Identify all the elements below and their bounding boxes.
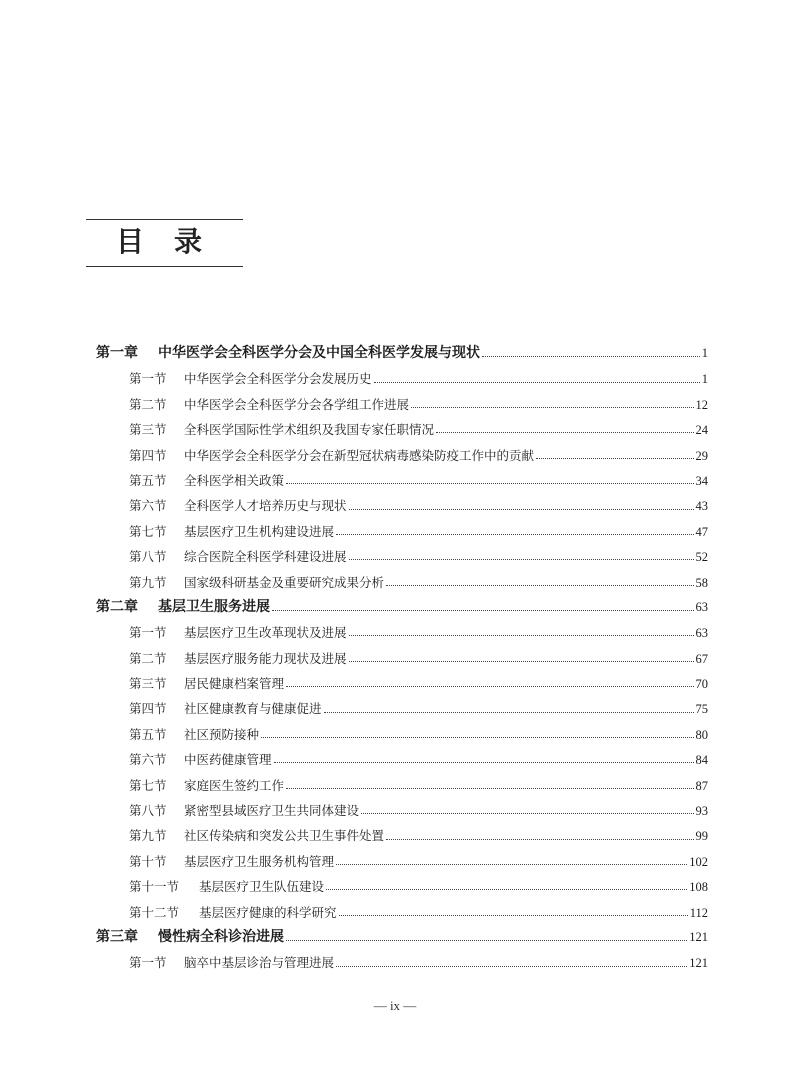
toc-entry-page: 63 — [695, 626, 708, 641]
toc-leader-dots — [411, 407, 693, 408]
toc-leader-dots — [339, 915, 688, 916]
toc-entry-page: 75 — [695, 702, 708, 717]
toc-entry-label: 第八节 — [129, 803, 167, 819]
toc-entry-title: 基层医疗服务能力现状及进展 — [184, 650, 347, 666]
toc-entry-title: 基层卫生服务进展 — [158, 598, 270, 615]
toc-leader-dots — [261, 737, 693, 738]
toc-leader-dots — [349, 559, 694, 560]
toc-leader-dots — [286, 686, 693, 687]
toc-entry-page: 43 — [695, 499, 708, 514]
toc-entry-title: 社区预防接种 — [184, 726, 260, 742]
toc-section-entry[interactable] — [96, 900, 708, 925]
toc-entry-title: 基层医疗卫生服务机构管理 — [184, 853, 335, 869]
toc-section-entry[interactable] — [96, 823, 708, 848]
toc-leader-dots — [349, 661, 694, 662]
title-rule-bottom — [86, 266, 243, 267]
toc-entry-label: 第七节 — [129, 523, 167, 539]
toc-entry-title: 中华医学会全科医学分会发展历史 — [184, 371, 372, 387]
page-title: 目录 — [116, 225, 233, 258]
title-rule-top — [86, 219, 243, 220]
toc-leader-dots — [286, 788, 693, 789]
toc-entry-page: 52 — [695, 550, 708, 565]
toc-section-entry[interactable] — [96, 417, 708, 442]
toc-entry-page: 93 — [695, 804, 708, 819]
toc-section-entry[interactable] — [96, 493, 708, 518]
toc-section-entry[interactable] — [96, 798, 708, 823]
toc-entry-page: 12 — [695, 397, 708, 412]
toc-section-entry[interactable] — [96, 849, 708, 874]
toc-entry-page: 112 — [689, 905, 708, 920]
toc-entry-page: 84 — [695, 753, 708, 768]
toc-entry-label: 第一章 — [96, 345, 138, 361]
toc-entry-page: 87 — [695, 778, 708, 793]
toc-leader-dots — [482, 356, 700, 357]
toc-leader-dots — [386, 585, 693, 586]
toc-entry-title: 基层医疗卫生队伍建设 — [199, 879, 325, 895]
toc-section-entry[interactable] — [96, 950, 708, 975]
toc-entry-title: 中华医学会全科医学分会在新型冠状病毒感染防疫工作中的贡献 — [184, 447, 535, 463]
toc-entry-page: 67 — [695, 651, 708, 666]
toc-entry-page: 34 — [695, 473, 708, 488]
toc-section-entry[interactable] — [96, 570, 708, 595]
toc-entry-title: 社区健康教育与健康促进 — [184, 701, 322, 717]
toc-entry-label: 第七节 — [129, 777, 167, 793]
toc-entry-label: 第九节 — [129, 828, 167, 844]
toc-entry-label: 第一节 — [129, 625, 167, 641]
toc-section-entry[interactable] — [96, 366, 708, 391]
toc-leader-dots — [326, 889, 687, 890]
toc-section-entry[interactable] — [96, 392, 708, 417]
toc-chapter-entry[interactable] — [96, 925, 708, 950]
toc-entry-page: 29 — [695, 448, 708, 463]
toc-entry-label: 第三章 — [96, 928, 138, 945]
toc-entry-page: 121 — [689, 956, 708, 971]
toc-entry-label: 第四节 — [129, 701, 167, 717]
toc-entry-page: 58 — [695, 575, 708, 590]
toc-entry-label: 第十二节 — [129, 904, 180, 920]
toc-leader-dots — [386, 839, 693, 840]
toc-entry-title: 中医药健康管理 — [184, 752, 272, 768]
toc-entry-page: 1 — [701, 346, 708, 360]
toc-entry-title: 社区传染病和突发公共卫生事件处置 — [184, 828, 385, 844]
toc-entry-label: 第三节 — [129, 422, 167, 438]
toc-section-entry[interactable] — [96, 620, 708, 645]
toc-entry-title: 基层医疗健康的科学研究 — [199, 904, 337, 920]
toc-entry-label: 第五节 — [129, 472, 167, 488]
toc-entry-page: 102 — [689, 854, 708, 869]
toc-entry-title: 紧密型县域医疗卫生共同体建设 — [184, 803, 360, 819]
toc-leader-dots — [336, 966, 687, 967]
toc-entry-title: 基层医疗卫生机构建设进展 — [184, 523, 335, 539]
toc-entry-page: 121 — [689, 929, 708, 944]
toc-title-block — [86, 219, 243, 267]
toc-leader-dots — [272, 610, 694, 611]
toc-entry-label: 第二节 — [129, 396, 167, 412]
toc-entry-label: 第四节 — [129, 447, 167, 463]
toc-chapter-entry[interactable] — [96, 595, 708, 620]
toc-chapter-entry[interactable] — [96, 341, 708, 366]
toc-section-entry[interactable] — [96, 468, 708, 493]
toc-section-entry[interactable] — [96, 696, 708, 721]
page-number: — ix — — [373, 998, 417, 1013]
toc-leader-dots — [374, 382, 700, 383]
table-of-contents — [96, 341, 708, 976]
toc-entry-title: 居民健康档案管理 — [184, 676, 285, 692]
toc-section-entry[interactable] — [96, 722, 708, 747]
toc-entry-page: 108 — [689, 880, 708, 895]
toc-entry-title: 中华医学会全科医学分会及中国全科医学发展与现状 — [158, 345, 480, 361]
toc-entry-label: 第六节 — [129, 498, 167, 514]
toc-entry-title: 家庭医生签约工作 — [184, 777, 285, 793]
toc-entry-title: 全科医学国际性学术组织及我国专家任职情况 — [184, 422, 435, 438]
toc-section-entry[interactable] — [96, 443, 708, 468]
toc-leader-dots — [286, 483, 693, 484]
toc-leader-dots — [349, 509, 694, 510]
toc-section-entry[interactable] — [96, 671, 708, 696]
toc-section-entry[interactable] — [96, 747, 708, 772]
toc-section-entry[interactable] — [96, 773, 708, 798]
toc-section-entry[interactable] — [96, 544, 708, 569]
toc-entry-label: 第六节 — [129, 752, 167, 768]
toc-leader-dots — [336, 534, 693, 535]
toc-leader-dots — [324, 712, 694, 713]
toc-leader-dots — [286, 940, 687, 941]
toc-leader-dots — [274, 762, 694, 763]
toc-entry-title: 国家级科研基金及重要研究成果分析 — [184, 574, 385, 590]
toc-leader-dots — [361, 813, 693, 814]
toc-entry-label: 第五节 — [129, 726, 167, 742]
toc-entry-title: 基层医疗卫生改革现状及进展 — [184, 625, 347, 641]
toc-entry-page: 80 — [695, 727, 708, 742]
toc-entry-label: 第三节 — [129, 676, 167, 692]
toc-entry-label: 第二节 — [129, 650, 167, 666]
toc-entry-title: 慢性病全科诊治进展 — [158, 928, 284, 945]
toc-entry-title: 中华医学会全科医学分会各学组工作进展 — [184, 396, 410, 412]
toc-entry-title: 全科医学人才培养历史与现状 — [184, 498, 347, 514]
toc-entry-label: 第一节 — [129, 955, 167, 971]
toc-entry-label: 第二章 — [96, 598, 138, 615]
toc-entry-title: 全科医学相关政策 — [184, 472, 285, 488]
toc-leader-dots — [436, 432, 693, 433]
toc-entry-page: 1 — [701, 372, 708, 387]
toc-section-entry[interactable] — [96, 646, 708, 671]
toc-entry-page: 47 — [695, 524, 708, 539]
toc-entry-title: 综合医院全科医学科建设进展 — [184, 549, 347, 565]
toc-entry-label: 第十一节 — [129, 879, 180, 895]
toc-entry-label: 第十节 — [129, 853, 167, 869]
toc-entry-label: 第一节 — [129, 371, 167, 387]
toc-entry-title: 脑卒中基层诊治与管理进展 — [184, 955, 335, 971]
toc-leader-dots — [349, 635, 694, 636]
toc-section-entry[interactable] — [96, 519, 708, 544]
toc-leader-dots — [536, 458, 693, 459]
toc-entry-page: 63 — [695, 599, 708, 614]
toc-section-entry[interactable] — [96, 874, 708, 899]
toc-entry-page: 99 — [695, 829, 708, 844]
toc-entry-page: 24 — [695, 423, 708, 438]
toc-entry-label: 第八节 — [129, 549, 167, 565]
toc-entry-label: 第九节 — [129, 574, 167, 590]
toc-leader-dots — [336, 864, 687, 865]
toc-entry-page: 70 — [695, 677, 708, 692]
